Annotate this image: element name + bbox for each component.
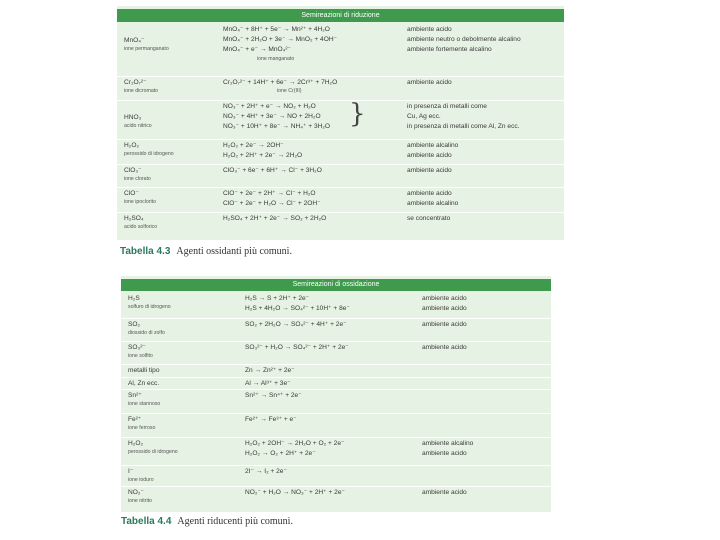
oxidizing-agents-table [117, 6, 564, 240]
half-reaction: ClO₃⁻ + 6e⁻ + 6H⁺ → Cl⁻ + 3H₂O [223, 167, 322, 174]
table-row [117, 139, 564, 165]
reaction-environment: ambiente acido [422, 489, 467, 496]
agent-formula: MnO₄⁻ [124, 37, 145, 44]
caption-number: Tabella 4.4 [121, 516, 172, 527]
reaction-environment: ambiente alcalino [422, 440, 474, 447]
agent-name: ione permanganato [124, 46, 169, 52]
table-row [121, 465, 551, 487]
half-reaction: H₂O₂ + 2H⁺ + 2e⁻ → 2H₂O [223, 152, 303, 160]
table-row [121, 389, 551, 414]
agent-formula: Al, Zn ecc. [128, 380, 160, 387]
reaction-environment: ambiente acido [407, 167, 452, 174]
half-reaction: H₂O₂ + 2OH⁻ → 2H₂O + O₂ + 2e⁻ [245, 440, 345, 447]
agent-name: ione dicromato [124, 88, 159, 94]
half-reaction: H₂SO₄ + 2H⁺ + 2e⁻ → SO₂ + 2H₂O [223, 215, 327, 222]
agent-name: solfuro di idrogeno [128, 304, 171, 310]
agent-formula: Fe²⁺ [128, 416, 142, 423]
reaction-environment: ambiente acido [422, 450, 467, 458]
agent-formula: H₂S [128, 295, 140, 302]
agent-formula: ClO⁻ [124, 190, 139, 197]
agent-formula: SO₂ [128, 321, 141, 328]
agent-name: diossido di zolfo [128, 330, 165, 336]
agent-name: acido nitrico [124, 123, 152, 129]
half-reaction: 2I⁻ → I₂ + 2e⁻ [245, 468, 287, 475]
reaction-environment: in presenza di metalli come Al, Zn ecc. [407, 123, 520, 131]
table-header: Semireazioni di riduzione [117, 9, 564, 22]
reaction-environment: ambiente acido [407, 190, 452, 197]
table-row [117, 164, 564, 188]
half-reaction: Cr₂O₇²⁻ + 14H⁺ + 6e⁻ → 2Cr³⁺ + 7H₂O [223, 79, 338, 86]
table-row [117, 76, 564, 101]
reaction-environment: ambiente acido [422, 344, 467, 351]
half-reaction: MnO₄⁻ + 2H₂O + 3e⁻ → MnO₂ + 4OH⁻ [223, 36, 338, 44]
half-reaction: H₂S → S + 2H⁺ + 2e⁻ [245, 295, 310, 302]
table-caption [120, 246, 292, 257]
table-caption [121, 516, 293, 527]
agent-name: ione ferroso [128, 425, 156, 431]
caption-text: Agenti ossidanti più comuni. [176, 246, 292, 257]
agent-formula: H₂O₂ [128, 440, 144, 447]
agent-formula: HNO₃ [124, 114, 142, 121]
half-reaction: H₂S + 4H₂O → SO₄²⁻ + 10H⁺ + 8e⁻ [245, 305, 350, 313]
half-reaction: Zn → Zn²⁺ + 2e⁻ [245, 367, 295, 374]
agent-formula: SO₃²⁻ [128, 344, 146, 351]
reaction-environment: ambiente alcalino [407, 142, 459, 149]
reaction-environment: ambiente alcalino [407, 200, 459, 208]
brace-symbol: } [349, 99, 366, 129]
agent-formula: I⁻ [128, 468, 134, 475]
agent-name: ione clorato [124, 176, 151, 182]
reaction-environment: ambiente fortemente alcalino [407, 46, 492, 54]
half-reaction: H₂O₂ → O₂ + 2H⁺ + 2e⁻ [245, 450, 316, 458]
reaction-environment: ambiente acido [422, 305, 467, 313]
table-row [121, 486, 551, 513]
reaction-environment: ambiente neutro o debolmente alcalino [407, 36, 521, 44]
half-reaction: NO₃⁻ + 10H⁺ + 8e⁻ → NH₄⁺ + 3H₂O [223, 123, 331, 131]
half-reaction: ClO⁻ + 2e⁻ + 2H⁺ → Cl⁻ + H₂O [223, 190, 316, 197]
reaction-environment: ambiente acido [422, 321, 467, 328]
agent-name: perossido di idrogeno [128, 449, 178, 455]
agent-formula: metalli tipo [128, 367, 160, 374]
table-row [117, 100, 564, 140]
agent-name: perossido di idrogeno [124, 151, 174, 157]
half-reaction: SO₃²⁻ + H₂O → SO₄²⁻ + 2H⁺ + 2e⁻ [245, 344, 349, 351]
half-reaction: SO₂ + 2H₂O → SO₄²⁻ + 4H⁺ + 2e⁻ [245, 321, 347, 328]
half-reaction: ClO⁻ + 2e⁻ + H₂O → Cl⁻ + 2OH⁻ [223, 200, 321, 208]
table-row [117, 212, 564, 237]
reaction-environment: ambiente acido [422, 295, 467, 302]
half-reaction: H₂O₂ + 2e⁻ → 2OH⁻ [223, 142, 284, 149]
product-note: ione manganato [257, 55, 295, 62]
table-row [117, 187, 564, 213]
agent-name: ione solfito [128, 353, 153, 359]
reaction-environment: Cu, Ag ecc. [407, 113, 441, 121]
half-reaction: NO₃⁻ + 2H⁺ + e⁻ → NO₂ + H₂O [223, 103, 316, 110]
agent-formula: H₂SO₄ [124, 215, 144, 222]
reaction-environment: ambiente acido [407, 152, 452, 160]
table-row [121, 364, 551, 378]
table-row [121, 293, 551, 318]
reaction-environment: se concentrato [407, 215, 451, 222]
agent-name: ione nitrito [128, 498, 152, 504]
reducing-agents-table [121, 276, 551, 512]
table-row [121, 318, 551, 342]
table-header: Semireazioni di ossidazione [121, 279, 551, 291]
half-reaction: NO₂⁻ + H₂O → NO₃⁻ + 2H⁺ + 2e⁻ [245, 489, 345, 496]
agent-name: acido solforico [124, 224, 158, 230]
agent-formula: NO₂⁻ [128, 489, 144, 496]
half-reaction: NO₃⁻ + 4H⁺ + 3e⁻ → NO + 2H₂O [223, 113, 321, 121]
table-row [121, 437, 551, 466]
half-reaction: Fe²⁺ → Fe³⁺ + e⁻ [245, 416, 297, 423]
half-reaction: MnO₄⁻ + 8H⁺ + 5e⁻ → Mn²⁺ + 4H₂O [223, 26, 330, 33]
table-row [121, 413, 551, 438]
caption-number: Tabella 4.3 [120, 246, 171, 257]
half-reaction: MnO₄⁻ + e⁻ → MnO₄²⁻ [223, 46, 292, 54]
reaction-environment: ambiente acido [407, 26, 452, 33]
agent-formula: ClO₃⁻ [124, 167, 142, 174]
reaction-environment: in presenza di metalli come [407, 103, 487, 110]
agent-formula: Cr₂O₇²⁻ [124, 79, 147, 86]
product-note: ione Cr(III) [277, 88, 302, 95]
caption-text: Agenti riducenti più comuni. [177, 516, 293, 527]
table-row [121, 341, 551, 365]
table-row [117, 24, 564, 76]
agent-name: ione ioduro [128, 477, 154, 483]
reaction-environment: ambiente acido [407, 79, 452, 86]
agent-formula: Sn²⁺ [128, 392, 142, 399]
agent-formula: H₂O₂ [124, 142, 140, 149]
agent-name: ione ipoclorito [124, 199, 157, 205]
half-reaction: Sn²⁺ → Sn⁴⁺ + 2e⁻ [245, 392, 302, 399]
agent-name: ione stannoso [128, 401, 161, 407]
half-reaction: Al → Al³⁺ + 3e⁻ [245, 380, 291, 387]
